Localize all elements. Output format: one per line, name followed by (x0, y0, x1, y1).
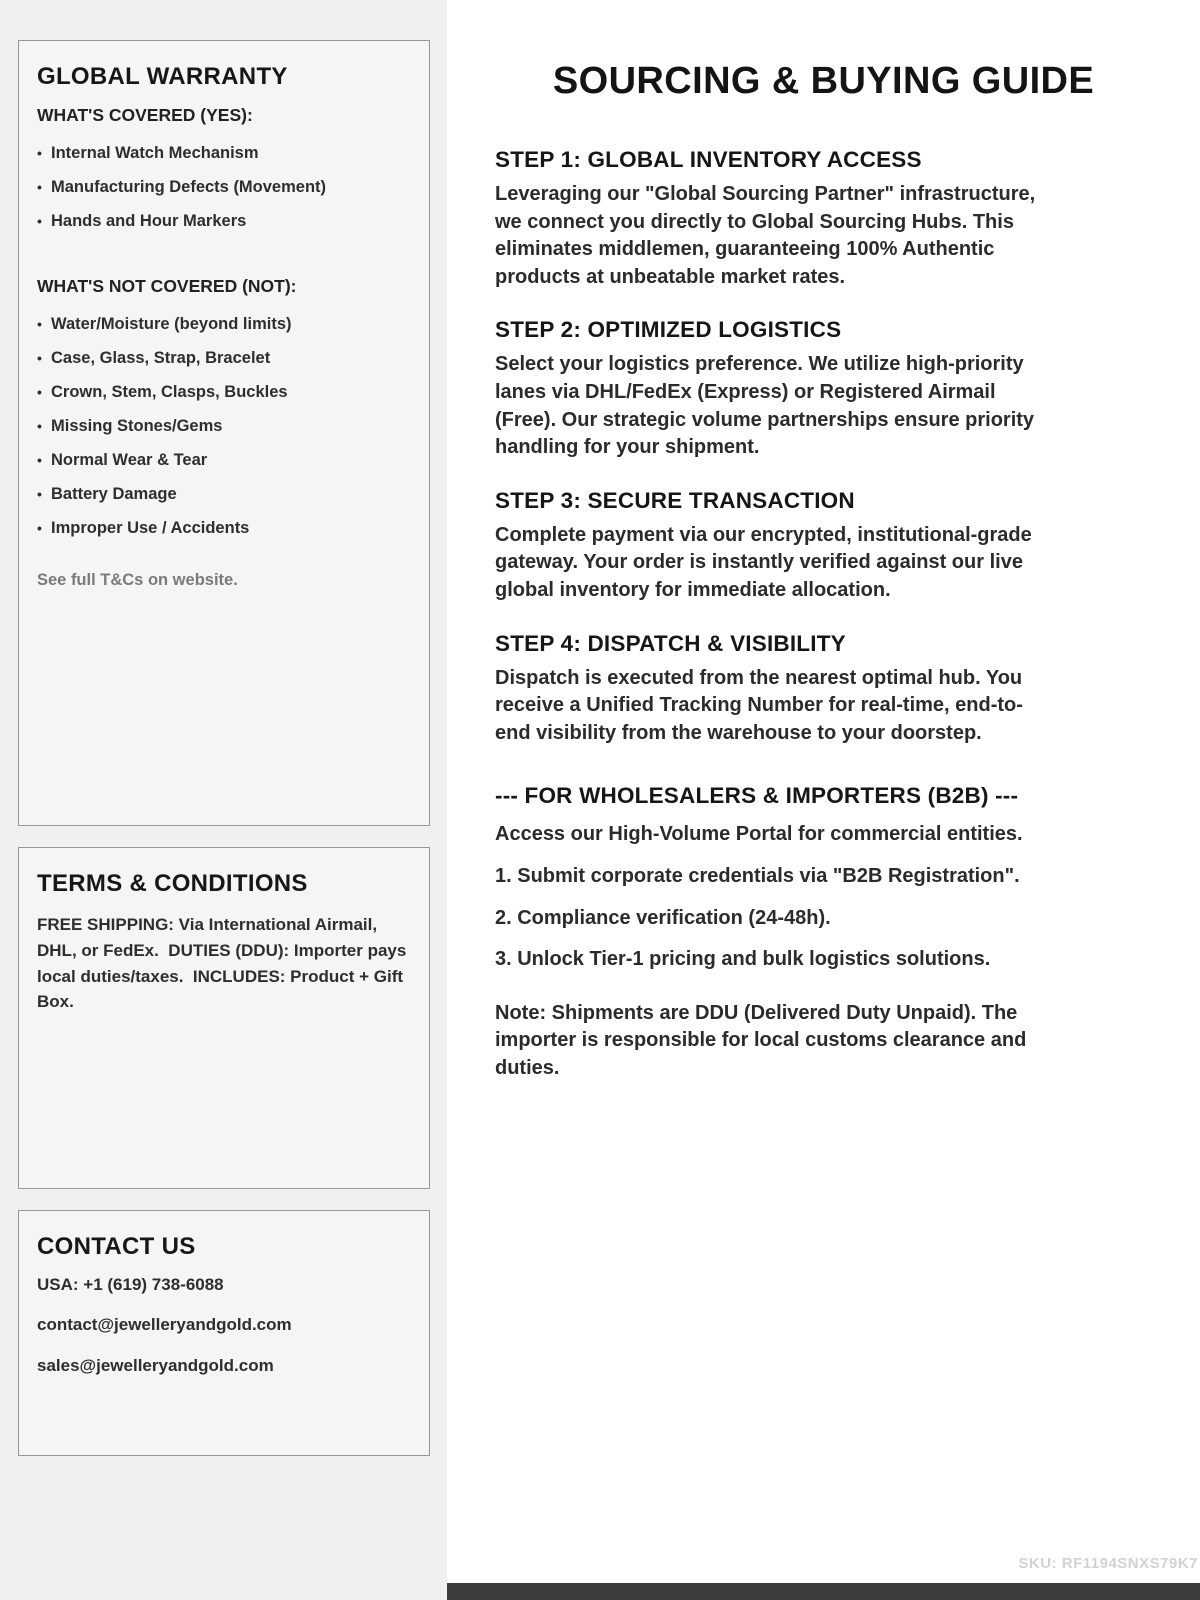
page-title: SOURCING & BUYING GUIDE (552, 60, 1095, 102)
b2b-step-1: 1. Submit corporate credentials via "B2B Registration". (495, 864, 1020, 887)
step-2-heading: STEP 2: OPTIMIZED LOGISTICS (495, 317, 842, 343)
bottom-bar (447, 1583, 1200, 1600)
b2b-note: Note: Shipments are DDU (Delivered Duty Unpaid). The importer is responsible for local customs clearance and duties. (495, 1001, 1027, 1079)
sidebar (0, 0, 447, 1600)
list-item: • Improper Use / Accidents (37, 511, 409, 545)
warranty-panel (18, 40, 430, 826)
list-item: • Manufacturing Defects (Movement) (37, 170, 409, 204)
list-item: • Missing Stones/Gems (37, 409, 409, 443)
list-item: • Normal Wear & Tear (37, 443, 409, 477)
step-1-heading: STEP 1: GLOBAL INVENTORY ACCESS (495, 147, 922, 172)
b2b-step-3: 3. Unlock Tier-1 pricing and bulk logistics solutions. (495, 948, 991, 971)
step-1-section (495, 147, 1047, 291)
warranty-footnote: See full T&Cs on website. (37, 571, 238, 589)
list-item: • Battery Damage (37, 477, 409, 511)
step-3-body: Complete payment via our encrypted, institutional-grade gateway. Your order is instantly verified against our live global inventory for immediate allocation. (495, 523, 1032, 601)
contact-phone: USA: +1 (619) 738-6088 (37, 1275, 224, 1294)
sales-email: sales@jewelleryandgold.com (37, 1355, 274, 1375)
warranty-covered-list (37, 136, 409, 238)
step-1-body: Leveraging our "Global Sourcing Partner" infrastructure, we connect you directly to Global Sourcing Hubs. This eliminates middlemen, guaranteeing 100% Authentic products at unbeatable market rates. (495, 183, 1036, 288)
list-item: • Internal Watch Mechanism (37, 136, 409, 170)
list-item: • Case, Glass, Strap, Bracelet (37, 341, 409, 375)
main-content (447, 0, 1200, 1600)
terms-panel (18, 847, 430, 1189)
list-item: • Hands and Hour Markers (37, 204, 409, 238)
b2b-intro: Access our High-Volume Portal for commercial entities. (495, 823, 1023, 846)
terms-body: FREE SHIPPING: Via International Airmail, DHL, or FedEx. DUTIES (DDU): Importer pays local duties/taxes. INCLUDES: Product + Gift Box. (37, 915, 412, 1012)
step-3-heading: STEP 3: SECURE TRANSACTION (495, 487, 855, 513)
list-item: • Crown, Stem, Clasps, Buckles (37, 375, 409, 409)
sku-label: SKU: RF1194SNXS79K7 (1018, 1555, 1198, 1572)
contact-panel (18, 1210, 430, 1456)
contact-title: CONTACT US (37, 1233, 196, 1260)
step-4-section (495, 631, 1047, 748)
step-4-body: Dispatch is executed from the nearest optimal hub. You receive a Unified Tracking Number for real-time, end-to-end visibility from the warehouse to your doorstep. (495, 666, 1023, 744)
b2b-heading: --- FOR WHOLESALERS & IMPORTERS (B2B) --- (495, 783, 1019, 809)
terms-title: TERMS & CONDITIONS (37, 870, 308, 897)
step-2-body: Select your logistics preference. We utilize high-priority lanes via DHL/FedEx (Express) or Registered Airmail (Free). Our strategic volume partnerships ensure priority handling for your shipment. (495, 353, 1035, 459)
step-4-heading: STEP 4: DISPATCH & VISIBILITY (495, 630, 846, 656)
warranty-covered-heading: WHAT'S COVERED (YES): (37, 105, 253, 125)
warranty-title: GLOBAL WARRANTY (37, 63, 288, 90)
b2b-step-2: 2. Compliance verification (24-48h). (495, 906, 831, 929)
step-3-section (495, 488, 1047, 605)
list-item: • Water/Moisture (beyond limits) (37, 307, 409, 341)
warranty-not-covered-heading: WHAT'S NOT COVERED (NOT): (37, 276, 297, 296)
contact-email: contact@jewelleryandgold.com (37, 1315, 292, 1335)
guide-sections (495, 147, 1047, 1082)
step-2-section (495, 317, 1047, 461)
warranty-not-covered-list (37, 307, 409, 545)
